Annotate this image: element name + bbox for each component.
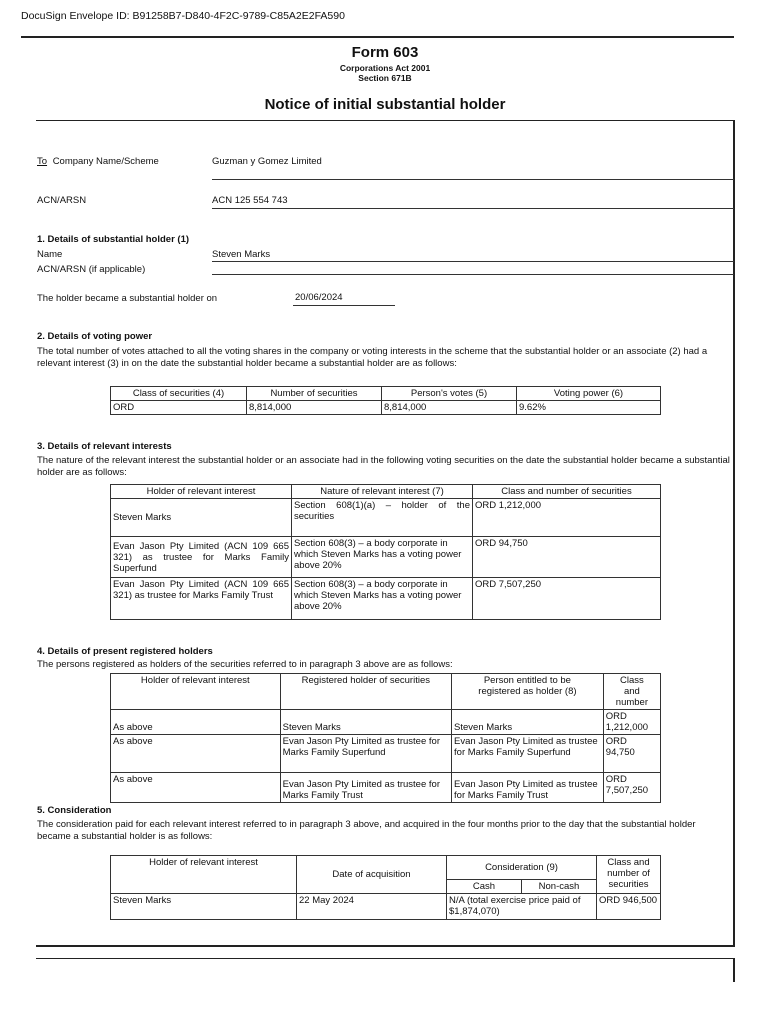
col-holder: Holder of relevant interest [111,856,297,894]
cell-holder: As above [111,773,281,803]
page-title: Notice of initial substantial holder [264,96,506,113]
col-class-number: Class and number of securities [597,856,661,894]
col-number: Number of securities [247,387,382,401]
col-cash: Cash [447,880,522,894]
section-3-text: The nature of the relevant interest the substantial holder or an associate had in the following voting securities on the date the substantial holder became a substantial holder are as follows: [37,455,730,478]
table-row [111,710,661,735]
top-rule [21,36,734,38]
cell-nature: Section 608(3) – a body corporate in which Steven Marks has a voting power above 20% [292,578,473,620]
frame-right [733,120,735,946]
second-page-top [36,958,735,959]
relevant-interests-table [110,484,661,620]
second-page-right [733,958,735,982]
cell-registered-holder: Evan Jason Pty Limited as trustee for Marks Family Superfund [280,735,451,773]
table-row [111,537,661,578]
table-row [111,894,661,920]
col-voting-power: Voting power (6) [517,387,661,401]
cell-holder: Steven Marks [111,499,292,537]
col-consideration: Consideration (9) [447,856,597,880]
consideration-table [110,855,661,920]
form-number: Form 603 [351,44,419,61]
table-row [111,773,661,803]
col-class-number: Class and number [603,674,660,710]
cell-person-entitled: Evan Jason Pty Limited as trustee for Marks Family Superfund [452,735,604,773]
cell-holder: As above [111,735,281,773]
table-header-row [111,387,661,401]
cell-holder: Evan Jason Pty Limited (ACN 109 665 321) as trustee for Marks Family Trust [111,578,292,620]
cell-nature: Section 608(3) – a body corporate in which Steven Marks has a voting power above 20% [292,537,473,578]
table-header-row [111,856,661,880]
cell-nature: Section 608(1)(a) – holder of the securities [292,499,473,537]
holder-name-label: Name [37,249,63,260]
cell-class-number: ORD 94,750 [603,735,660,773]
envelope-id: DocuSign Envelope ID: B91258B7-D840-4F2C-9789-C85A2E2FA590 [21,10,345,22]
became-label: The holder became a substantial holder on [37,293,218,304]
cell-class-number: ORD 7,507,250 [603,773,660,803]
col-class-number: Class and number of securities [473,485,661,499]
col-person-entitled: Person entitled to be registered as holder (8) [452,674,604,710]
act-name: Corporations Act 2001 [339,63,431,73]
table-header-row [111,674,661,710]
date-underline [293,305,395,306]
col-holder: Holder of relevant interest [111,485,292,499]
section-5-heading: 5. Consideration [37,805,112,816]
cell-holder: Evan Jason Pty Limited (ACN 109 665 321) as trustee for Marks Family Superfund [111,537,292,578]
col-holder: Holder of relevant interest [111,674,281,710]
cell-class-number: ORD 1,212,000 [473,499,661,537]
acn-value: ACN 125 554 743 [212,195,288,206]
section-ref: Section 671B [358,73,412,83]
acn-label: ACN/ARSN [37,195,87,206]
table-row [111,735,661,773]
became-date: 20/06/2024 [295,292,343,303]
table-row [111,499,661,537]
col-non-cash: Non-cash [522,880,597,894]
cell-votes: 8,814,000 [382,401,517,415]
holder-acn-label: ACN/ARSN (if applicable) [37,264,146,275]
holder-acn-underline [212,274,734,275]
cell-class: ORD [111,401,247,415]
cell-consideration: N/A (total exercise price paid of $1,874,070) [447,894,597,920]
name-underline [212,261,734,262]
section-2-heading: 2. Details of voting power [37,331,153,342]
col-votes: Person's votes (5) [382,387,517,401]
acn-underline [212,208,734,209]
holder-name: Steven Marks [212,249,271,260]
cell-class-number: ORD 946,500 [597,894,661,920]
cell-registered-holder: Evan Jason Pty Limited as trustee for Marks Family Trust [280,773,451,803]
cell-person-entitled: Steven Marks [452,710,604,735]
frame-bottom [36,945,735,947]
voting-power-table [110,386,661,415]
cell-registered-holder: Steven Marks [280,710,451,735]
frame-top [36,120,735,121]
col-date: Date of acquisition [297,856,447,894]
section-4-heading: 4. Details of present registered holders [37,646,213,657]
table-header-row [111,485,661,499]
company-label: Company Name/Scheme [52,156,159,167]
table-row [111,401,661,415]
cell-voting-power: 9.62% [517,401,661,415]
registered-holders-table [110,673,661,803]
section-1-heading: 1. Details of substantial holder (1) [37,234,190,245]
cell-class-number: ORD 1,212,000 [603,710,660,735]
section-3-heading: 3. Details of relevant interests [37,441,172,452]
cell-date: 22 May 2024 [297,894,447,920]
col-registered-holder: Registered holder of securities [280,674,451,710]
cell-person-entitled: Evan Jason Pty Limited as trustee for Marks Family Trust [452,773,604,803]
company-underline [212,179,734,180]
to-row [37,156,159,167]
cell-class-number: ORD 7,507,250 [473,578,661,620]
section-2-text: The total number of votes attached to all the voting shares in the company or voting interests in the scheme that the substantial holder or an associate (2) had a relevant interest (3) in on the date the substantial holder became a substantial holder are as follows: [37,346,708,369]
cell-number: 8,814,000 [247,401,382,415]
col-nature: Nature of relevant interest (7) [292,485,473,499]
cell-class-number: ORD 94,750 [473,537,661,578]
section-5-text: The consideration paid for each relevant interest referred to in paragraph 3 above, and acquired in the four months prior to the day that the substantial holder became a substantial holder is as follows: [37,819,696,842]
company-name: Guzman y Gomez Limited [212,156,322,167]
col-class: Class of securities (4) [111,387,247,401]
table-row [111,578,661,620]
cell-holder: As above [111,710,281,735]
cell-holder: Steven Marks [111,894,297,920]
to-label: To [37,156,48,167]
section-4-text: The persons registered as holders of the securities referred to in paragraph 3 above are as follows: [37,659,453,670]
